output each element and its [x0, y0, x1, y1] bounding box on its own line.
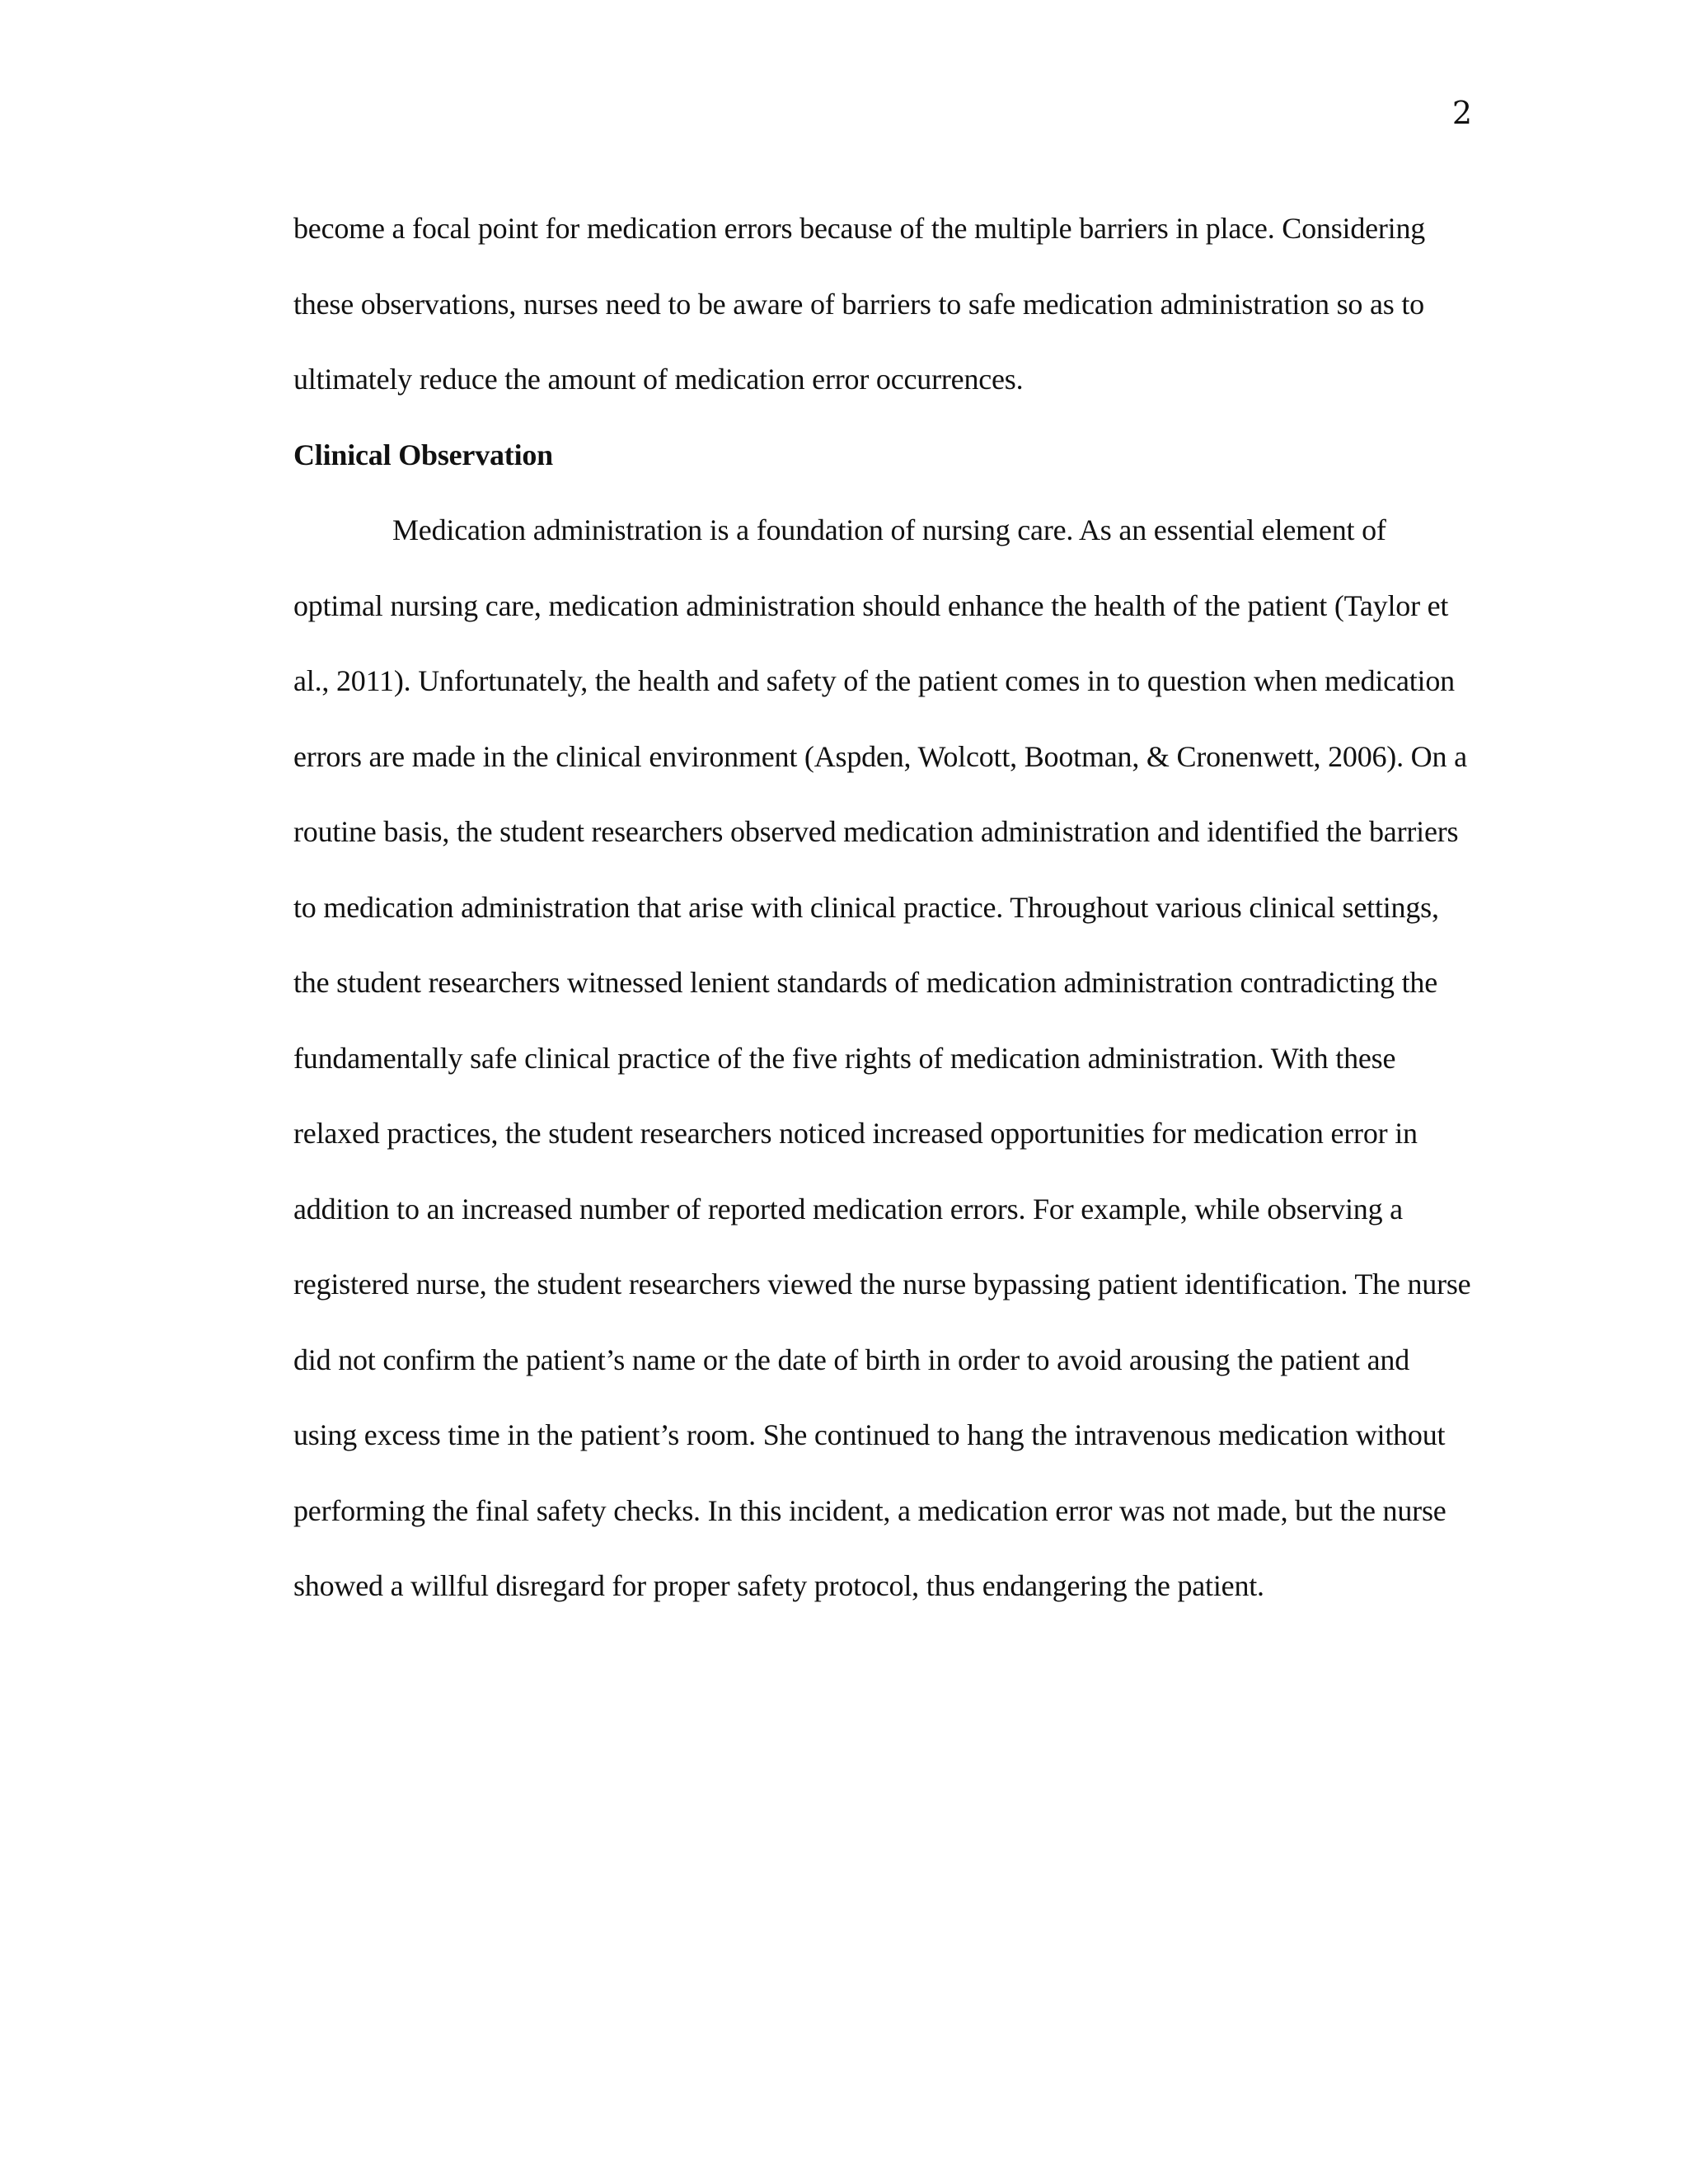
section-heading: Clinical Observation — [293, 438, 554, 471]
page-number: 2 — [1451, 95, 1472, 131]
body-paragraph: Medication administration is a foundation of nursing care. As an essential element of optimal nursing care, medication administration should enhance the health of the patient (Taylor et al., 2011). Unfortunately, the health and safety of the patient comes in to question when medication errors are made in the clinical environment (Aspden, Wolcott, Bootman, & Cronenwett, 2006). On a routine basis, the student researchers observed medication administration and identified the barriers to medication administration that arise with clinical practice. Throughout various clinical settings, the student researchers witnessed lenient standards of medication administration contradicting the fundamentally safe clinical practice of the five rights of medication administration. With these relaxed practices, the student researchers noticed increased opportunities for medication error in addition to an increased number of reported medication errors. For example, while observing a registered nurse, the student researchers viewed the nurse bypassing patient identification. The nurse did not confirm the patient’s name or the date of birth in order to avoid arousing the patient and using excess time in the patient’s room. She continued to hang the intravenous medication without performing the final safety checks. In this incident, a medication error was not made, but the nurse showed a willful disregard for proper safety protocol, thus endangering the patient. — [293, 513, 1471, 1602]
intro-paragraph: become a focal point for medication errors because of the multiple barriers in place. Considering these observations, nurses need to be aware of barriers to safe medication administration so as to ultimately reduce the amount of medication error occurrences. — [293, 212, 1426, 396]
document-body — [293, 191, 1477, 1624]
